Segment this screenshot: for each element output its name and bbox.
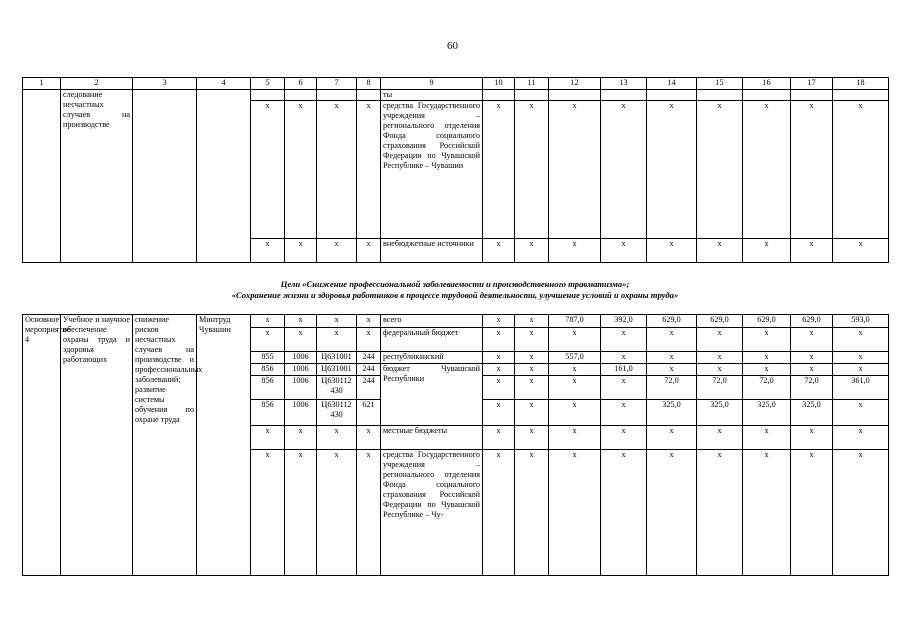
value-cell: 325,0 bbox=[647, 400, 697, 426]
table-row: Основное мероприятие 4 Учебное и научное обеспечение охраны труда и здоровья работающих снижение рисков несчастных случаев на производстве и профессиональных заболеваний; развитие системы обучения по охране труда Минтруд Чувашии x x x x всего x x 787,0 392,0 629,0 629,0 629,0 629,0 593,0 bbox=[23, 315, 889, 328]
value-cell: 392,0 bbox=[601, 315, 647, 328]
cell bbox=[197, 90, 251, 263]
funding-source-cell: бюджет Чувашской Республики bbox=[381, 364, 483, 426]
value-cell: 325,0 bbox=[697, 400, 743, 426]
measure-number-cell: Основное мероприятие 4 bbox=[23, 315, 61, 576]
responsible-executor-cell: Минтруд Чувашии bbox=[197, 315, 251, 576]
value-cell: 629,0 bbox=[647, 315, 697, 328]
funding-source-cell: местные бюджеты bbox=[381, 426, 483, 450]
value-cell: 72,0 bbox=[743, 376, 791, 400]
value-cell: 161,0 bbox=[601, 364, 647, 376]
funding-source-cell: внебюджетные источники bbox=[381, 239, 483, 263]
col-header: 11 bbox=[515, 78, 549, 90]
col-header: 13 bbox=[601, 78, 647, 90]
measure-name-cell: следование несчастных случаев на производстве bbox=[61, 90, 133, 263]
funding-source-cell: республиканский bbox=[381, 352, 483, 364]
col-header: 3 bbox=[133, 78, 197, 90]
measure-goal-cell: снижение рисков несчастных случаев на производстве и профессиональных заболеваний; развитие системы обучения по охране труда bbox=[133, 315, 197, 576]
cell bbox=[23, 90, 61, 263]
cell bbox=[133, 90, 197, 263]
table-row bbox=[23, 90, 889, 101]
funding-source-cell: средства Государственного учреждения – регионального отделения Фонда социального страхования Российской Федерации по Чувашской Республике – Чу- bbox=[381, 450, 483, 576]
value-cell: 361,0 bbox=[833, 376, 889, 400]
value-cell: 593,0 bbox=[833, 315, 889, 328]
measure-name-cell: Учебное и научное обеспечение охраны труда и здоровья работающих bbox=[61, 315, 133, 576]
table-row: 855 1006 Ц631001 244 республиканский x x 557,0 x x x x x x bbox=[23, 352, 889, 364]
col-header: 4 bbox=[197, 78, 251, 90]
value-cell: 557,0 bbox=[549, 352, 601, 364]
col-header: 16 bbox=[743, 78, 791, 90]
col-header: 1 bbox=[23, 78, 61, 90]
value-cell: 787,0 bbox=[549, 315, 601, 328]
col-header: 6 bbox=[285, 78, 317, 90]
column-number-row bbox=[23, 78, 889, 90]
col-header: 2 bbox=[61, 78, 133, 90]
table-row: 856 1006 Ц630112 430 244 x x x x 72,0 72,0 72,0 72,0 361,0 bbox=[23, 376, 889, 400]
col-header: 8 bbox=[357, 78, 381, 90]
col-header: 5 bbox=[251, 78, 285, 90]
table-row: x x x x средства Государственного учреждения – регионального отделения Фонда социального страхования Российской Федерации по Чувашской Республике – Чувашии x x x x x x x x x bbox=[23, 101, 889, 239]
budget-table-measure-4 bbox=[22, 314, 889, 576]
value-cell: 72,0 bbox=[647, 376, 697, 400]
col-header: 9 bbox=[381, 78, 483, 90]
goals-heading-line-2: «Сохранение жизни и здоровья работников в процессе трудовой деятельности, улучшение условий и охраны труда» bbox=[231, 290, 679, 300]
col-header: 7 bbox=[317, 78, 357, 90]
funding-source-cell: средства Государственного учреждения – регионального отделения Фонда социального страхования Российской Федерации по Чувашской Республике – Чувашии bbox=[381, 101, 483, 239]
table-row: 856 1006 Ц631001 244 бюджет Чувашской Республики x x x 161,0 x x x x x bbox=[23, 364, 889, 376]
value-cell: 629,0 bbox=[791, 315, 833, 328]
col-header: 12 bbox=[549, 78, 601, 90]
value-cell: 629,0 bbox=[697, 315, 743, 328]
value-cell: 325,0 bbox=[791, 400, 833, 426]
col-header: 18 bbox=[833, 78, 889, 90]
table-row: x x x x федеральный бюджет x x x x x x x x x bbox=[23, 328, 889, 352]
col-header: 17 bbox=[791, 78, 833, 90]
budget-table-continued bbox=[22, 77, 889, 263]
page-number: 60 bbox=[447, 40, 458, 52]
value-cell: 325,0 bbox=[743, 400, 791, 426]
goals-heading-line-1: Цели «Снижение профессиональной заболеваемости и производственного травматизма»; bbox=[280, 279, 630, 289]
table-row: 856 1006 Ц630112 430 621 x x x x 325,0 325,0 325,0 325,0 x bbox=[23, 400, 889, 426]
table-row: x x x x внебюджетные источники x x x x x x x x x bbox=[23, 239, 889, 263]
goals-heading bbox=[30, 279, 880, 301]
col-header: 15 bbox=[697, 78, 743, 90]
table-row: x x x x средства Государственного учреждения – регионального отделения Фонда социального страхования Российской Федерации по Чувашской Республике – Чу- x x x x x x x x x bbox=[23, 450, 889, 576]
value-cell: 72,0 bbox=[697, 376, 743, 400]
table-row: x x x x местные бюджеты x x x x x x x x x bbox=[23, 426, 889, 450]
col-header: 10 bbox=[483, 78, 515, 90]
funding-source-cell: всего bbox=[381, 315, 483, 328]
col-header: 14 bbox=[647, 78, 697, 90]
value-cell: 629,0 bbox=[743, 315, 791, 328]
funding-source-cell: федеральный бюджет bbox=[381, 328, 483, 352]
funding-source-cell: ты bbox=[381, 90, 483, 101]
value-cell: 72,0 bbox=[791, 376, 833, 400]
